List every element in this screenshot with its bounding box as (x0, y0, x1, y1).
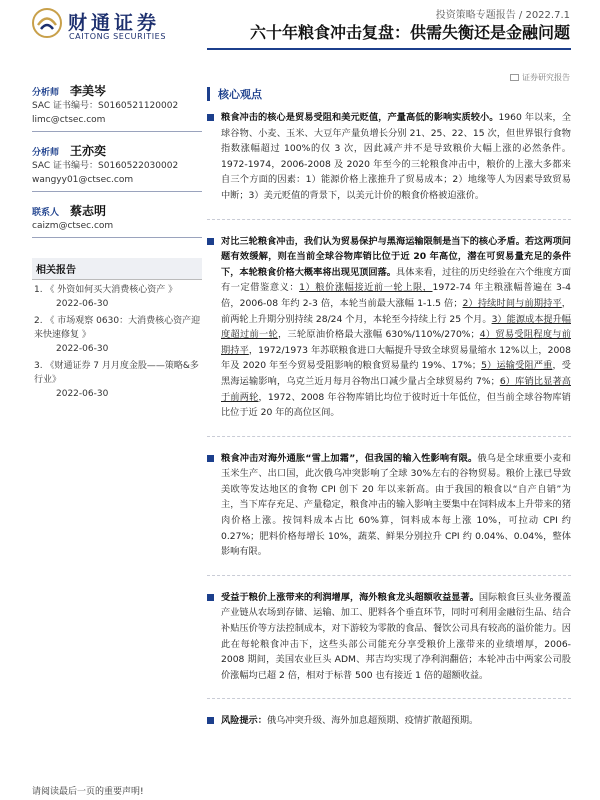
related-report-item[interactable] (32, 283, 202, 311)
footer-disclaimer: 请阅读最后一页的重要声明! (32, 787, 144, 797)
analyst-card (32, 80, 202, 132)
paragraph-divider (207, 421, 571, 437)
square-bullet-icon (207, 114, 214, 121)
brand-logo (32, 6, 182, 46)
summary-paragraph (207, 590, 571, 684)
analyst-email[interactable]: wangyy01@ctsec.com (32, 175, 134, 185)
paragraph-divider (207, 204, 571, 220)
square-bullet-icon (207, 594, 214, 601)
brand-logo-icon (32, 8, 62, 38)
related-report-date: 2022-06-30 (56, 389, 109, 399)
risk-text: 俄乌冲突升级、海外加息超预期、疫情扩散超预期。 (266, 715, 479, 727)
analyst-cert: SAC 证书编号：S0160522030002 (32, 161, 179, 171)
main-content (207, 86, 571, 729)
paragraph-lead: 对比三轮粮食冲击，我们认为贸易保护与黑海运输限制是当下的核心矛盾。若这两项问题有效缓解，则在当前全球谷物库销比位于近 20 年高位，潜在可贸易量充足的条件下，本轮粮食价格大概率将出现见顶回落。 (221, 235, 571, 278)
contact-divider (32, 237, 202, 238)
analyst-card (32, 140, 202, 192)
summary-paragraph (207, 234, 571, 421)
analyst-role: 分析师 (32, 88, 60, 98)
department-label (510, 72, 570, 83)
analyst-divider (32, 191, 202, 192)
paragraph-lead: 受益于粮价上涨带来的利润增厚，海外粮食龙头超额收益显著。 (221, 591, 479, 603)
point-2-detail: ，前两轮上升期分别持续 28/24 个月，本轮至今持续上行 25 个月。 (221, 297, 571, 325)
risk-warning (207, 713, 571, 729)
summary-paragraph (207, 451, 571, 560)
department-text: 证券研究报告 (522, 73, 570, 82)
contact-role: 联系人 (32, 208, 60, 218)
contact-card (32, 200, 202, 238)
square-bullet-icon (207, 455, 214, 462)
point-5-detail: ，受黑海运输影响，乌克兰近月每月谷物出口减少量占全球贸易约 7%； (221, 360, 571, 387)
paragraph-lead: 粮食冲击的核心是贸易受阻和美元贬值，产量高低的影响实质较小。 (221, 112, 499, 123)
point-3-detail: ，三轮原油价格最大涨幅 630%/110%/270%； (277, 329, 480, 341)
paragraph-divider (207, 683, 571, 699)
related-report-item[interactable] (32, 314, 202, 356)
point-2: 2）持续时间与前期持平 (462, 297, 562, 309)
risk-label: 风险提示： (221, 715, 267, 727)
paragraph-body: 1960 年以来，全球谷物、小麦、玉米、大豆年产量负增长分别 21、25、22、15 次，但世界银行食物指数涨幅超过 100%的仅 3 次，因此减产并不是导致粮价大幅上涨的必然条件。1972-1974，2006-2008 及 2020 年至今的三轮粮食冲击中，粮价的上涨大多都来自三个方面的因素：1）能源价格上涨推升了贸易成本；2）地缘等人为因素导致贸易中断；3）美元贬值的背景下，以美元计价的粮食价格被迫涨价。 (221, 112, 571, 201)
header-divider (207, 48, 571, 50)
brand-name-en: CAITONG SECURITIES (69, 32, 166, 41)
contact-name: 蔡志明 (70, 204, 107, 218)
analyst-cert: SAC 证书编号：S0160521120002 (32, 101, 179, 111)
related-report-title: 3. 《财通证券 7 月月度金股——策略&多行业》 (34, 361, 199, 385)
point-1-detail: 1972-74 年主粮涨幅普遍在 3-4 倍，2006-08 年约 2-3 倍，本轮当前最大涨幅 1-1.5 倍； (221, 282, 572, 309)
point-6: 6）库销比显著高于前两轮 (221, 375, 571, 403)
brand-name-cn: 财通证券 (68, 12, 161, 34)
point-3: 3）能源成本提升幅度超过前一轮 (221, 313, 571, 341)
related-report-title: 2. 《 市场观察 0630：大消费核心资产迎来快速修复 》 (34, 316, 201, 340)
report-type-date: 投资策略专题报告 / 2022.7.1 (435, 10, 570, 21)
related-reports-title: 相关报告 (32, 258, 202, 280)
related-reports (32, 258, 202, 401)
document-icon (510, 74, 519, 81)
related-report-title: 1. 《 外资如何买大消费核心资产 》 (34, 285, 178, 295)
square-bullet-icon (207, 238, 214, 245)
paragraph-body: 具体来看，过往的历史经验在六个维度方面有一定借鉴意义： (221, 266, 572, 294)
section-title: 核心观点 (218, 88, 262, 101)
analyst-email[interactable]: limc@ctsec.com (32, 115, 106, 125)
related-report-date: 2022-06-30 (56, 299, 109, 309)
related-report-item[interactable] (32, 359, 202, 401)
section-accent-bar (207, 87, 210, 101)
paragraph-lead: 粮食冲击对海外通胀“雪上加霜”，但我国的输入性影响有限。 (221, 452, 478, 464)
analyst-name: 李美岑 (70, 84, 107, 98)
paragraph-divider (207, 560, 571, 576)
summary-paragraph (207, 110, 571, 204)
square-bullet-icon (207, 717, 214, 724)
point-5: 5）运输受阻严重 (481, 360, 553, 372)
report-header (0, 0, 600, 54)
point-4-detail: ，1972/1973 年苏联粮食进口大幅提升导致全球贸易量缩水 12%以上，2008 年及 2020 年至今贸易受阻影响的粮食贸易量约 19%、17%； (221, 344, 571, 372)
paragraph-body: 国际粮食巨头业务覆盖产业链从农场到存储、运输、加工、肥料各个垂直环节，同时可利用金融衍生品、结合补贴压价等方法控制成本，对下游较为零散的食品、餐饮公司具有较高的溢价能力。因此在每轮粮食冲击下，这些头部公司能充分享受粮价上涨带来的业绩增厚，2006-2008 期间，美国农业巨头 ADM、邦吉均实现了净利润翻倍；本轮冲击中两家公司股价涨幅均已超 2 倍，相对于标普 500 也有接近 1 倍的超额收益。 (221, 591, 572, 681)
analyst-role: 分析师 (32, 148, 60, 158)
sidebar (32, 80, 202, 401)
analyst-name: 王亦奕 (70, 144, 107, 158)
related-report-date: 2022-06-30 (56, 344, 109, 354)
point-1: 1）粮价涨幅接近前一轮上限， (299, 282, 433, 294)
point-4: 4）贸易受阻程度与前期持平 (221, 329, 571, 356)
report-title: 六十年粮食冲击复盘：供需失衡还是金融问题 (249, 23, 570, 42)
contact-email[interactable]: caizm@ctsec.com (32, 221, 114, 231)
section-header (207, 86, 571, 102)
paragraph-body: 俄乌是全球重要小麦和玉米生产、出口国，此次俄乌冲突影响了全球 30%左右的谷物贸易。粮价上涨已导致美欧等发达地区的食物 CPI 创下 20 年以来新高。由于我国的粮食以“自产自销”为主，当下库存充足、产量稳定，粮食冲击的输入影响主要集中在饲料成本上升带来的猪肉价格上涨。按饲料成本占比 60%算，饲料成本每上涨 10%，可拉动 CPI 约 0.27%；肥料价格每增长 10%，蔬菜、鲜果分别拉升 CPI 约 0.04%、0.04%，整体影响有限。 (221, 452, 572, 558)
point-6-detail: ，1972、2008 年谷物库销比均位于彼时近十年低位，但当前全球谷物库销比位于近 20 年的高位区间。 (221, 391, 571, 419)
analyst-divider (32, 131, 202, 132)
